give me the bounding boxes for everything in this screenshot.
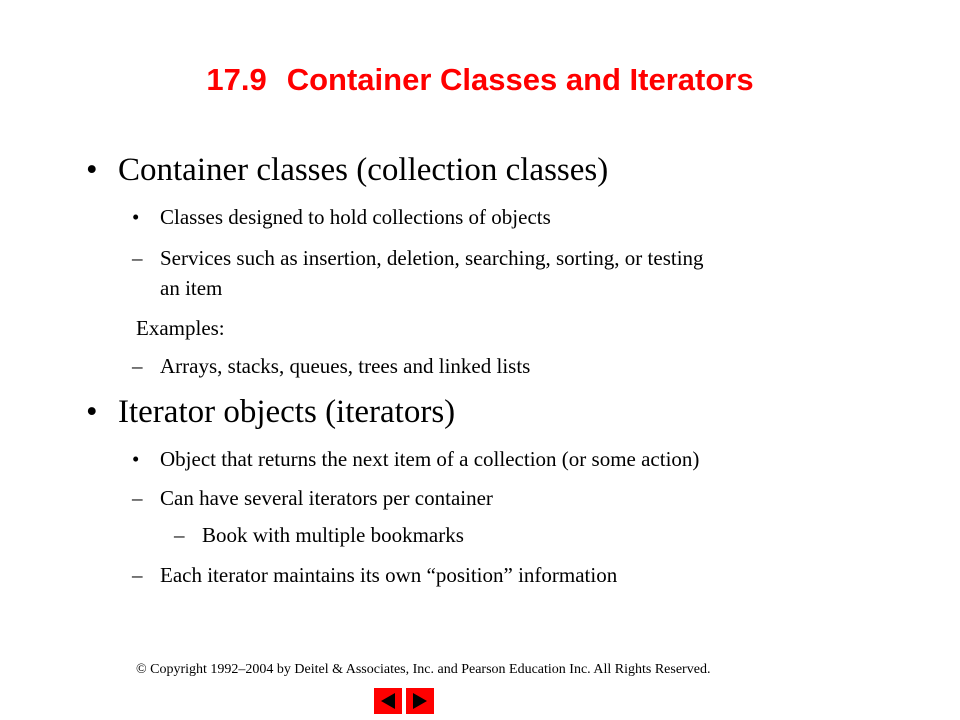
next-slide-button[interactable]	[406, 688, 434, 714]
container-services-line1: Services such as insertion, deletion, searching, sorting, or testing	[160, 246, 704, 270]
iterator-several: Can have several iterators per container	[160, 486, 493, 510]
bullet-iterator-objects: •	[86, 394, 98, 430]
heading-iterator-objects: Iterator objects (iterators)	[118, 394, 456, 430]
bullet-container-classes: •	[86, 152, 98, 188]
prev-slide-button[interactable]	[374, 688, 402, 714]
examples-label: Examples:	[136, 316, 225, 340]
iterator-position: Each iterator maintains its own “position” information	[160, 563, 618, 587]
dash: –	[132, 563, 143, 587]
container-desc: Classes designed to hold collections of objects	[160, 205, 551, 229]
left-arrow-icon	[374, 688, 402, 714]
sub-bullet: •	[132, 205, 140, 229]
container-services-line2: an item	[160, 276, 223, 300]
iterator-bookmarks: Book with multiple bookmarks	[202, 523, 464, 547]
dash: –	[132, 354, 143, 378]
container-examples: Arrays, stacks, queues, trees and linked lists	[160, 354, 531, 378]
iterator-desc: Object that returns the next item of a collection (or some action)	[160, 447, 700, 471]
sub-bullet: •	[132, 447, 140, 471]
copyright-footer: © Copyright 1992–2004 by Deitel & Associates, Inc. and Pearson Education Inc. All Rights Reserved.	[136, 662, 711, 677]
title-text: Container Classes and Iterators	[286, 62, 754, 97]
heading-container-classes: Container classes (collection classes)	[118, 152, 609, 188]
page-title	[0, 62, 960, 98]
dash: –	[174, 523, 185, 547]
dash: –	[132, 246, 143, 270]
right-arrow-icon	[406, 688, 434, 714]
section-number: 17.9	[206, 62, 267, 97]
dash: –	[132, 486, 143, 510]
